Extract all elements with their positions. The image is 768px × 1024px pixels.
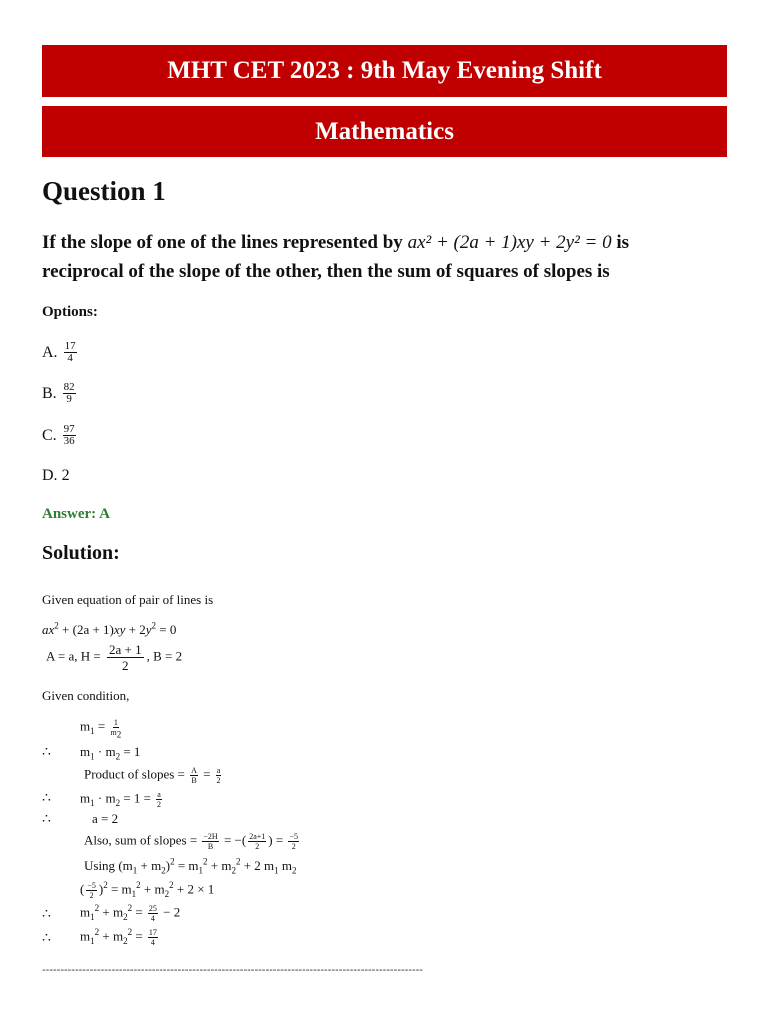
- option-letter: B.: [42, 384, 57, 402]
- option-letter: D.: [42, 467, 58, 484]
- solution-step-m1: $m_1$ = $\frac{1}{m_2}$: [80, 718, 122, 740]
- exam-title-banner: MHT CET 2023 : 9th May Evening Shift: [42, 45, 727, 97]
- options-label: Options:: [42, 304, 98, 320]
- therefore-icon: ∴: [42, 931, 51, 946]
- therefore-icon: ∴: [42, 907, 51, 922]
- therefore-icon: ∴: [42, 812, 51, 827]
- question-text-line2: reciprocal of the slope of the other, then the sum of squares of slopes is: [42, 261, 610, 282]
- solution-step-final: $m_1^2 + m_2^2$ = $\frac{17}{4}$: [80, 927, 157, 947]
- solution-condition: Given condition,: [42, 688, 130, 703]
- solution-intro: Given equation of pair of lines is: [42, 592, 214, 607]
- question-text-before: If the slope of one of the lines represented by: [42, 232, 403, 253]
- option-d[interactable]: [42, 467, 70, 485]
- question-equation: ax² + (2a + 1)xy + 2y² = 0: [407, 232, 612, 253]
- solution-step-product-eq: $m_1 \cdot m_2 = 1$ = $\frac{a}{2}$: [80, 790, 162, 809]
- solution-coefficients: A = a, H = $\frac{2a + 1}{2}$ , B = 2: [46, 642, 183, 673]
- solution-step-sum-squares: $m_1^2 + m_2^2$ = $\frac{25}{4}$ − 2: [80, 903, 181, 923]
- solution-step-sum-slopes: Also, sum of slopes = $\frac{-2H}{B}$ = −( $\frac{2a+1}{2}$ ) = $\frac{-5}{2}$: [84, 832, 298, 851]
- option-b[interactable]: [42, 382, 78, 405]
- option-fraction: $\frac{17}{4}$: [64, 340, 76, 364]
- option-fraction: $\frac{82}{9}$: [63, 381, 75, 405]
- solution-step-a-value: a = 2: [92, 811, 119, 826]
- option-fraction: $\frac{97}{36}$: [63, 423, 75, 447]
- therefore-icon: ∴: [42, 745, 51, 760]
- option-a[interactable]: [42, 341, 79, 364]
- question-text-after: is: [616, 232, 630, 253]
- option-value: 2: [61, 467, 70, 484]
- question-title: Question 1: [42, 176, 166, 206]
- section-separator: --------------------------------------------------------------------------------------------------------: [42, 964, 423, 976]
- therefore-icon: ∴: [42, 791, 51, 806]
- solution-title: Solution:: [42, 542, 120, 564]
- solution-step-using: Using $(m_1 + m_2)^2 = m_1^2 + m_2^2 + 2$ $m_1$ $m_2$: [84, 856, 297, 876]
- solution-step-product-slopes: Product of slopes = $\frac{A}{B}$ = $\frac{a}{2}$: [84, 766, 221, 785]
- option-c[interactable]: [42, 424, 78, 447]
- option-letter: A.: [42, 343, 58, 361]
- question-text: [42, 228, 732, 286]
- solution-equation: $ax^2 + (2a + 1)xy + 2y^2 = 0$: [42, 620, 177, 637]
- solution-step-substitute: ( $\frac{-5}{2}$ )$^2 = m_1^2 + m_2^2 + 2 \times 1$: [80, 880, 215, 900]
- solution-step-product: $m_1 \cdot m_2 = 1$: [80, 744, 141, 762]
- subject-banner: Mathematics: [42, 106, 727, 157]
- option-letter: C.: [42, 426, 57, 444]
- answer-label: Answer: A: [42, 506, 110, 522]
